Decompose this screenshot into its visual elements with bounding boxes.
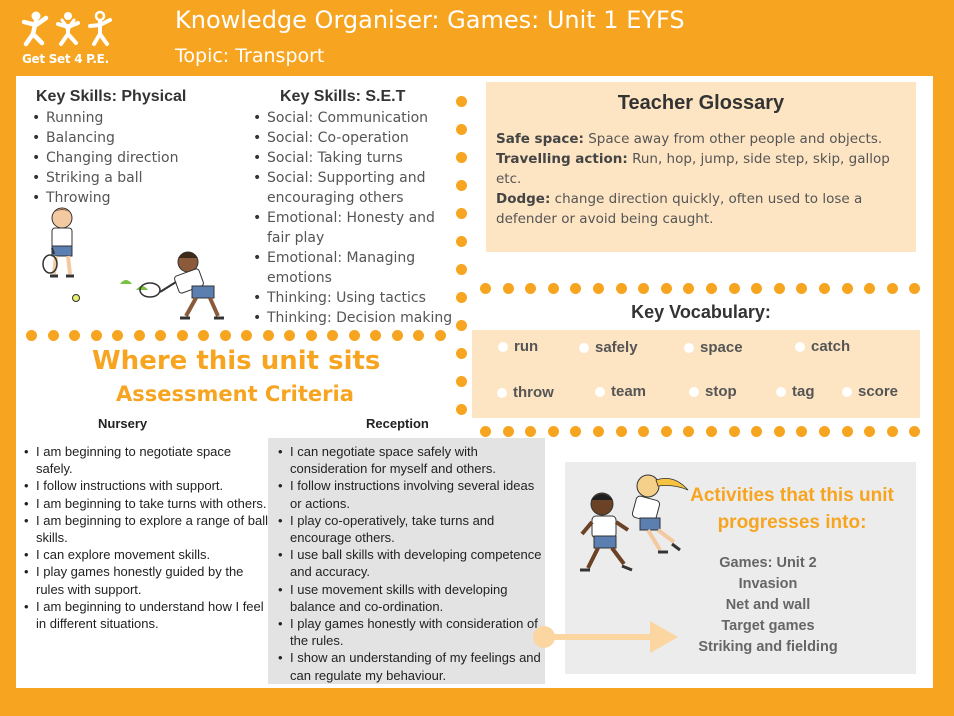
divider-dot <box>503 426 514 437</box>
list-item: Invasion <box>738 576 798 592</box>
divider-dot <box>661 283 672 294</box>
list-item: • Throwing <box>32 188 232 208</box>
divider-dot <box>774 426 785 437</box>
divider-dot <box>887 283 898 294</box>
divider-dot <box>456 236 467 247</box>
divider-dot <box>134 330 145 341</box>
vocabulary-box <box>472 330 920 418</box>
divider-dot <box>729 283 740 294</box>
vocabulary-title: Key Vocabulary: <box>631 302 771 322</box>
divider-dot <box>392 330 403 341</box>
vocab-word: tag <box>792 383 815 400</box>
divider-dot <box>306 330 317 341</box>
nursery-criteria-list <box>24 443 270 632</box>
list-item: • Thinking: Using tactics <box>253 288 453 308</box>
divider-dot <box>456 208 467 219</box>
divider-dot <box>593 283 604 294</box>
list-item: • I am beginning to take turns with others. <box>24 495 270 512</box>
divider-dot <box>48 330 59 341</box>
list-item: • I can explore movement skills. <box>24 546 270 563</box>
list-item: • I am beginning to negotiate space safely. <box>24 443 270 477</box>
divider-dot <box>198 330 209 341</box>
reception-criteria-list <box>278 443 544 684</box>
divider-dot <box>370 330 381 341</box>
get-set-4-pe-logo <box>18 8 128 70</box>
glossary-definition: change direction quickly, often used to lose a defender or avoid being caught. <box>496 191 863 227</box>
logo-text: Get Set 4 P.E. <box>22 52 109 66</box>
glossary-entry <box>496 149 906 189</box>
divider-dot <box>548 426 559 437</box>
vocab-word: run <box>514 338 539 355</box>
list-item: • I play co-operatively, take turns and encourage others. <box>278 512 544 546</box>
glossary-term: Travelling action: <box>496 151 628 167</box>
physical-skills-heading: Key Skills: Physical <box>36 88 187 105</box>
divider-dot <box>456 152 467 163</box>
list-item: • I follow instructions involving several ideas or actions. <box>278 477 544 511</box>
divider-dot <box>616 283 627 294</box>
divider-dot <box>263 330 274 341</box>
divider-dot <box>616 426 627 437</box>
divider-dot <box>456 376 467 387</box>
divider-dot <box>887 426 898 437</box>
divider-dot <box>456 124 467 135</box>
glossary-term: Safe space: <box>496 131 584 147</box>
divider-dot <box>241 330 252 341</box>
glossary-definition: Run, hop, jump, side step, skip, gallop etc. <box>496 151 890 187</box>
activities-title: Activities that this unit progresses into: <box>690 485 894 533</box>
divider-dot <box>774 283 785 294</box>
divider-dot <box>819 283 830 294</box>
divider-dot <box>91 330 102 341</box>
topic-subtitle: Topic: Transport <box>175 45 325 67</box>
divider-dot <box>26 330 37 341</box>
divider-dot <box>456 292 467 303</box>
divider-dot <box>661 426 672 437</box>
divider-dot <box>593 426 604 437</box>
divider-dot <box>456 320 467 331</box>
list-item: • Social: Taking turns <box>253 148 453 168</box>
set-skills-list <box>253 108 453 328</box>
vocab-word: safely <box>595 339 638 356</box>
divider-dot <box>177 330 188 341</box>
list-item: • Social: Supporting and encouraging others <box>253 168 453 208</box>
vocab-word: space <box>700 339 743 356</box>
list-item: • I am beginning to explore a range of ball skills. <box>24 512 270 546</box>
list-item: • Running <box>32 108 232 128</box>
divider-dot <box>480 283 491 294</box>
divider-dot <box>503 283 514 294</box>
divider-dot <box>456 348 467 359</box>
list-item: • Changing direction <box>32 148 232 168</box>
divider-dot <box>112 330 123 341</box>
nursery-heading: Nursery <box>98 416 148 431</box>
teacher-glossary <box>486 82 916 252</box>
list-item: • I show an understanding of my feelings and can regulate my behaviour. <box>278 649 544 683</box>
list-item: • Balancing <box>32 128 232 148</box>
list-item: • I follow instructions with support. <box>24 477 270 494</box>
divider-dot <box>842 283 853 294</box>
set-skills-heading: Key Skills: S.E.T <box>280 88 406 105</box>
divider-dot <box>220 330 231 341</box>
glossary-term: Dodge: <box>496 191 551 207</box>
divider-dot <box>155 330 166 341</box>
glossary-entry <box>496 189 906 229</box>
list-item: • Social: Co-operation <box>253 128 453 148</box>
divider-dot <box>413 330 424 341</box>
list-item: • Thinking: Decision making <box>253 308 453 328</box>
divider-dot <box>349 330 360 341</box>
children-playing-tennis-illustration <box>40 204 240 326</box>
divider-dot <box>548 283 559 294</box>
divider-dot <box>435 330 446 341</box>
list-item: • I am beginning to understand how I feel in different situations. <box>24 598 270 632</box>
list-item: • Emotional: Honesty and fair play <box>253 208 453 248</box>
reception-heading: Reception <box>366 416 429 431</box>
list-item: • Emotional: Managing emotions <box>253 248 453 288</box>
page-title: Knowledge Organiser: Games: Unit 1 EYFS <box>175 6 685 34</box>
divider-dot <box>456 96 467 107</box>
divider-dot <box>456 264 467 275</box>
header <box>0 0 954 76</box>
list-item: Striking and fielding <box>698 639 838 655</box>
divider-dot <box>729 426 740 437</box>
list-item: Net and wall <box>725 597 811 613</box>
list-item: • I play games honestly guided by the rules with support. <box>24 563 270 597</box>
divider-dot <box>480 426 491 437</box>
list-item: • I use ball skills with developing competence and accuracy. <box>278 546 544 580</box>
list-item: • Striking a ball <box>32 168 232 188</box>
glossary-definition: Space away from other people and objects. <box>583 131 883 147</box>
divider-dot <box>69 330 80 341</box>
glossary-title: Teacher Glossary <box>617 92 785 114</box>
vocab-word: catch <box>811 338 851 355</box>
divider-dot <box>842 426 853 437</box>
divider-dot <box>706 426 717 437</box>
figures-icon <box>18 8 118 52</box>
divider-dot <box>456 404 467 415</box>
divider-dot <box>284 330 295 341</box>
glossary-entry <box>496 129 906 149</box>
divider-dot <box>706 283 717 294</box>
where-unit-sits-heading: Where this unit sits <box>92 346 381 376</box>
list-item: • I can negotiate space safely with consideration for myself and others. <box>278 443 544 477</box>
vocab-word: throw <box>513 384 554 401</box>
divider-dot <box>327 330 338 341</box>
activities-list <box>668 553 868 658</box>
physical-skills-list <box>32 108 232 208</box>
vocab-word: team <box>611 383 647 400</box>
list-item: Target games <box>721 618 815 634</box>
list-item: Games: Unit 2 <box>719 555 817 571</box>
list-item: • I play games honestly with consideration of the rules. <box>278 615 544 649</box>
vocab-word: stop <box>705 383 737 400</box>
divider-dot <box>819 426 830 437</box>
assessment-criteria-heading: Assessment Criteria <box>116 382 354 406</box>
list-item: • I use movement skills with developing balance and co-ordination. <box>278 581 544 615</box>
divider-dot <box>456 180 467 191</box>
vocab-word: score <box>858 383 899 400</box>
progression-arrow-icon <box>532 617 682 657</box>
list-item: • Social: Communication <box>253 108 453 128</box>
